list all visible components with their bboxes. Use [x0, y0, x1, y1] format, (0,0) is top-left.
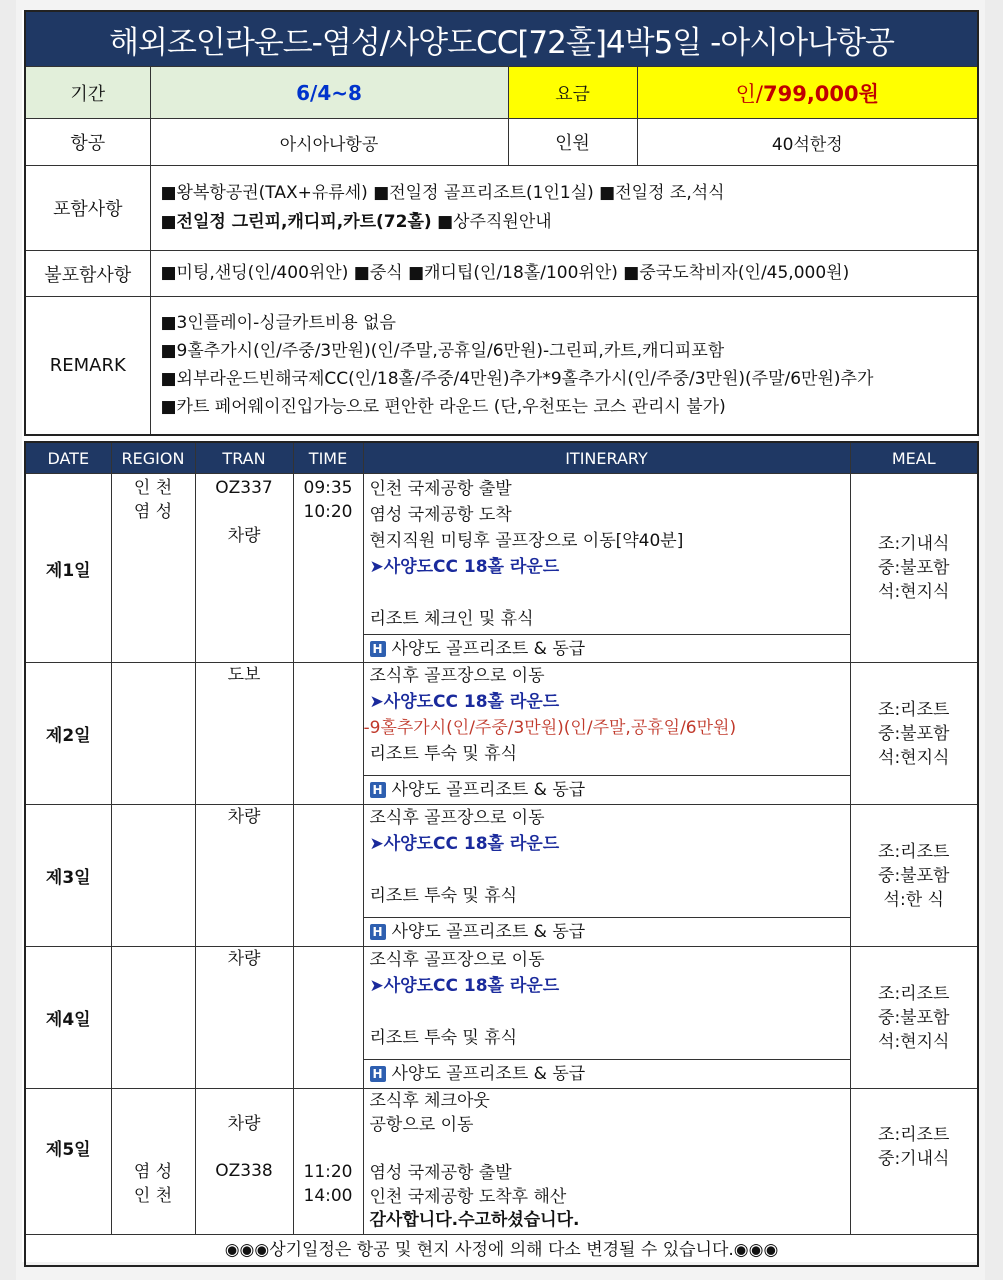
period-label: 기간 [25, 67, 150, 119]
itinerary-line: 리조트 투숙 및 휴식 [369, 886, 518, 906]
itinerary-table [24, 441, 979, 1267]
itinerary-cell [363, 805, 850, 947]
time-cell [293, 805, 363, 947]
right-margin [985, 0, 1003, 1280]
hotel-line [364, 634, 850, 663]
remark-line: ■9홀추가시(인/주중/3만원)(인/주말,공휴일/6만원)-그린피,카트,캐디피포함 [160, 341, 725, 362]
round-line: ➤사양도CC 18홀 라운드 [369, 834, 560, 854]
airline-value: 아시아나항공 [150, 119, 508, 166]
tran-cell [195, 805, 293, 947]
itinerary-line: 리조트 투숙 및 휴식 [369, 1028, 518, 1048]
fee-label: 요금 [508, 67, 637, 119]
round-line: ➤사양도CC 18홀 라운드 [369, 976, 560, 996]
hotel-icon: H [370, 924, 386, 940]
tran-text [196, 500, 293, 524]
meal-text: 석:한 식 [883, 889, 944, 910]
itinerary-line [370, 1137, 844, 1161]
tran-text: OZ338 [215, 1161, 273, 1181]
round-line: ➤사양도CC 18홀 라운드 [369, 557, 560, 577]
day-label: 제4일 [25, 947, 111, 1089]
tran-text: 차량 [227, 526, 261, 546]
meal-cell [850, 947, 978, 1089]
itinerary-line: 염성 국제공항 도착 [369, 505, 512, 525]
col-meal: MEAL [850, 442, 978, 474]
time-cell [293, 947, 363, 1089]
region-cell [111, 947, 195, 1089]
time-cell [293, 474, 363, 663]
meal-text: 조:리조트 [878, 983, 950, 1004]
itinerary-line: 조식후 골프장으로 이동 [369, 666, 545, 686]
round-line: ➤사양도CC 18홀 라운드 [369, 692, 560, 712]
tran-text: 도보 [227, 665, 261, 685]
col-date: DATE [25, 442, 111, 474]
people-value: 40석한정 [637, 119, 978, 166]
meal-cell [850, 474, 978, 663]
itinerary-cell [363, 1089, 850, 1235]
remark-text [150, 297, 978, 435]
day-label: 제5일 [25, 1089, 111, 1235]
includes-label: 포함사항 [25, 166, 150, 251]
col-region: REGION [111, 442, 195, 474]
hotel-line [364, 1059, 850, 1088]
period-value: 6/4~8 [150, 67, 508, 119]
tran-cell [195, 1089, 293, 1235]
day-row-5 [25, 1089, 978, 1235]
day-row-1 [25, 474, 978, 663]
time-text: 10:20 [303, 502, 353, 522]
remark-label: REMARK [25, 297, 150, 435]
meal-text: 석:현지식 [878, 1031, 950, 1052]
hotel-name: 사양도 골프리조트 & 동급 [391, 780, 586, 800]
includes-line-1: ■왕복항공권(TAX+유류세) ■전일정 골프리조트(1인1실) ■전일정 조,석식 [160, 183, 725, 203]
includes-line-2 [161, 208, 968, 237]
region-text: 인 천 [133, 478, 173, 498]
itinerary-line: 조식후 골프장으로 이동 [369, 950, 545, 970]
hotel-icon: H [370, 1066, 386, 1082]
meal-text: 석:현지식 [878, 582, 950, 602]
tran-cell [195, 474, 293, 663]
fee-value [637, 67, 978, 119]
day-label: 제1일 [25, 474, 111, 663]
tran-text: 차량 [227, 1114, 261, 1134]
summary-table [24, 10, 979, 436]
hotel-name: 사양도 골프리조트 & 동급 [391, 922, 586, 942]
itinerary-line: 조식후 골프장으로 이동 [369, 808, 545, 828]
time-text: 14:00 [303, 1186, 353, 1206]
meal-text: 중:불포함 [878, 558, 950, 578]
col-tran: TRAN [195, 442, 293, 474]
time-cell [293, 663, 363, 805]
includes-rest: ■상주직원안내 [431, 212, 552, 232]
meal-text: 석:현지식 [878, 747, 950, 768]
meal-text: 중:불포함 [878, 723, 950, 744]
people-label: 인원 [508, 119, 637, 166]
hotel-name: 사양도 골프리조트 & 동급 [391, 639, 586, 659]
day-row-4 [25, 947, 978, 1089]
itinerary-line: 조식후 체크아웃 [369, 1091, 490, 1111]
meal-text: 조:리조트 [878, 699, 950, 720]
airline-label: 항공 [25, 119, 150, 166]
extra-holes-line: -9홀추가시(인/주중/3만원)(인/주말,공휴일/6만원) [363, 718, 737, 738]
fee-prefix: 인/ [735, 81, 763, 106]
tran-text: OZ337 [215, 478, 273, 498]
meal-text: 중:불포함 [878, 1007, 950, 1028]
hotel-icon: H [370, 782, 386, 798]
hotel-line [364, 775, 850, 804]
left-margin [0, 0, 16, 1280]
time-text: 09:35 [303, 478, 353, 498]
day-row-2 [25, 663, 978, 805]
day-label: 제3일 [25, 805, 111, 947]
remark-line: ■외부라운드빈해국제CC(인/18홀/주중/4만원)추가*9홀추가시(인/주중/3만원)(주말/6만원)추가 [160, 369, 874, 390]
region-text: 염 성 [133, 1162, 173, 1182]
time-cell [293, 1089, 363, 1235]
region-text: 염 성 [133, 502, 173, 522]
region-cell [111, 805, 195, 947]
itinerary-line: 리조트 체크인 및 휴식 [369, 609, 534, 629]
thanks-line: 감사합니다.수고하셨습니다. [369, 1210, 580, 1230]
col-itinerary: ITINERARY [363, 442, 850, 474]
excludes-text: ■미팅,샌딩(인/400위안) ■중식 ■캐디팁(인/18홀/100위안) ■중국도착비자(인/45,000원) [150, 251, 978, 297]
region-text: 인 천 [133, 1186, 173, 1206]
itinerary-cell [363, 947, 850, 1089]
col-time: TIME [293, 442, 363, 474]
tran-cell [195, 663, 293, 805]
hotel-icon: H [370, 641, 386, 657]
meal-text: 조:리조트 [878, 841, 950, 862]
fee-amount: 799,000원 [762, 81, 879, 106]
itinerary-line: 현지직원 미팅후 골프장으로 이동[약40분] [369, 531, 684, 551]
remark-line: ■카트 페어웨이진입가능으로 편안한 라운드 (단,우천또는 코스 관리시 불가) [160, 397, 726, 418]
meal-cell [850, 1089, 978, 1235]
excludes-label: 불포함사항 [25, 251, 150, 297]
hotel-name: 사양도 골프리조트 & 동급 [391, 1064, 586, 1084]
document-page [22, 10, 978, 1262]
itinerary-cell [363, 474, 850, 663]
footer-notice: ◉◉◉상기일정은 항공 및 현지 사정에 의해 다소 변경될 수 있습니다.◉◉◉ [25, 1235, 978, 1267]
meal-text: 중:기내식 [878, 1149, 950, 1169]
region-cell [111, 1089, 195, 1235]
tran-text: 차량 [227, 949, 261, 969]
day-row-3 [25, 805, 978, 947]
meal-cell [850, 805, 978, 947]
itinerary-line [370, 857, 844, 883]
meal-text: 중:불포함 [878, 865, 950, 886]
hotel-line [364, 917, 850, 946]
itinerary-line: 리조트 투숙 및 휴식 [369, 744, 518, 764]
includes-text [150, 166, 978, 251]
tran-text: 차량 [227, 807, 261, 827]
itinerary-cell [363, 663, 850, 805]
day-label: 제2일 [25, 663, 111, 805]
meal-cell [850, 663, 978, 805]
meal-text: 조:리조트 [878, 1125, 950, 1145]
itinerary-line: 인천 국제공항 도착후 해산 [369, 1187, 567, 1207]
tran-cell [195, 947, 293, 1089]
region-cell [111, 663, 195, 805]
time-text: 11:20 [303, 1162, 353, 1182]
region-cell [111, 474, 195, 663]
page-title: 해외조인라운드-염성/사양도CC[72홀]4박5일 -아시아나항공 [25, 11, 978, 67]
itinerary-line: 인천 국제공항 출발 [369, 479, 512, 499]
itinerary-line: 염성 국제공항 출발 [369, 1163, 512, 1183]
remark-line: ■3인플레이-싱글카트비용 없음 [160, 313, 396, 334]
itinerary-line: 공항으로 이동 [369, 1115, 474, 1135]
itinerary-line [370, 580, 844, 606]
includes-bold: ■전일정 그린피,캐디피,카트(72홀) [160, 212, 432, 232]
itinerary-line [370, 999, 844, 1025]
meal-text: 조:기내식 [878, 534, 950, 554]
